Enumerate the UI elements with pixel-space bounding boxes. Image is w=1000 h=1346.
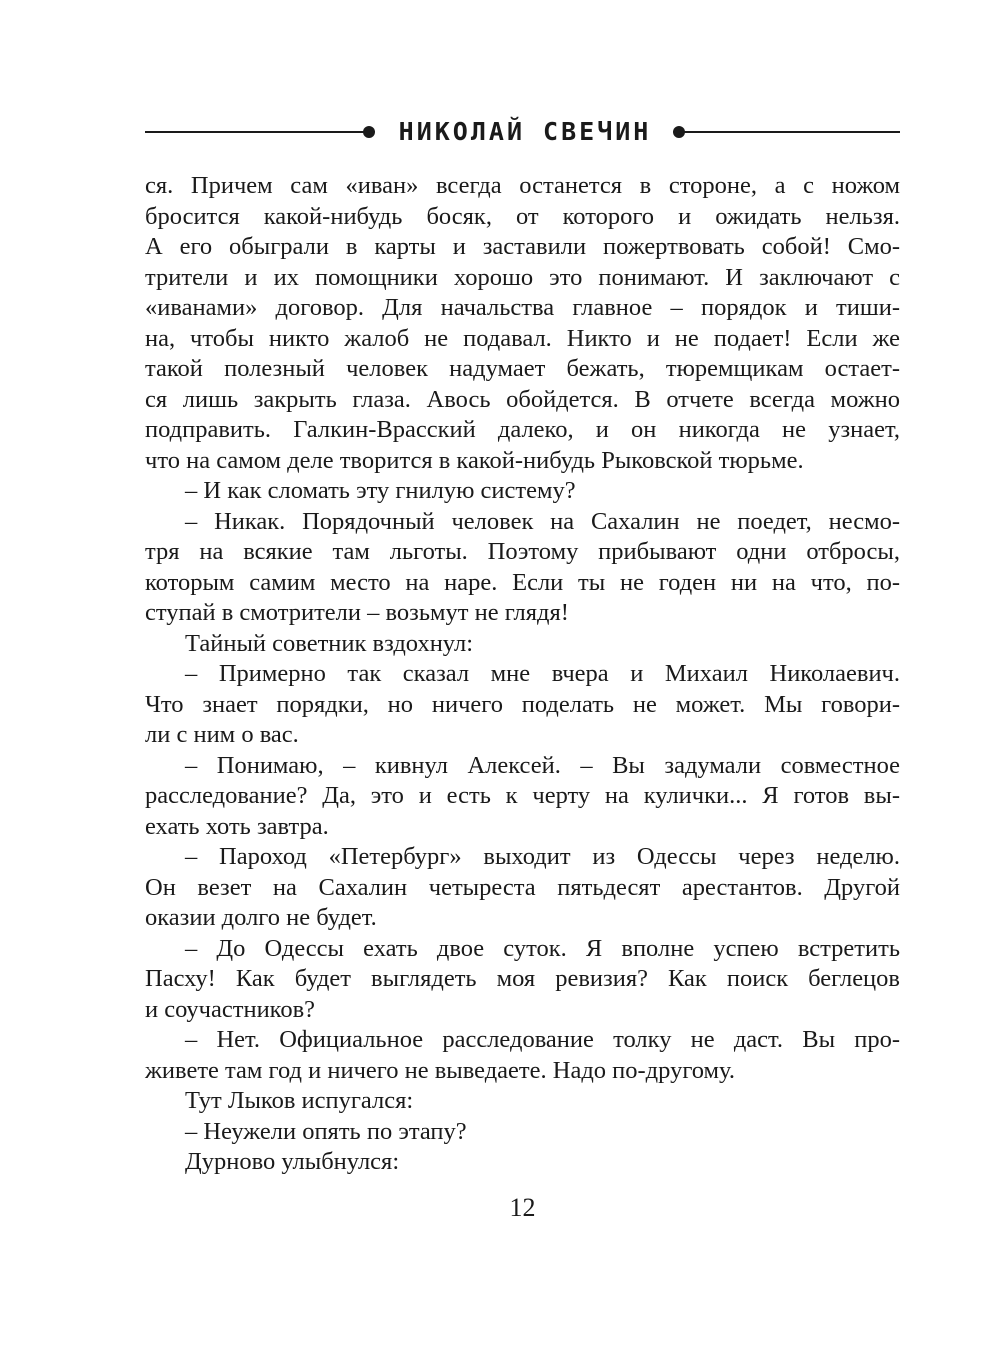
running-header xyxy=(145,112,900,152)
text-line: А его обыграли в карты и заставили пожертвовать собой! Смо- xyxy=(145,233,900,260)
text-line: Пасху! Как будет выглядеть моя ревизия? Как поиск беглецов xyxy=(145,965,900,992)
running-head-author: НИКОЛАЙ СВЕЧИН xyxy=(398,117,652,146)
text-line: ступай в смотрители – возьмут не глядя! xyxy=(145,599,569,626)
text-line: – Неужели опять по этапу? xyxy=(185,1117,467,1145)
text-line: ся. Причем сам «иван» всегда останется в стороне, а с ножом xyxy=(145,172,900,199)
text-line: и соучастников? xyxy=(145,995,316,1023)
text-line: – Пароход «Петербург» выходит из Одессы через неделю. xyxy=(185,843,900,870)
header-rule-left xyxy=(145,131,367,133)
page-number: 12 xyxy=(509,1193,536,1222)
text-line: Дурново улыбнулся: xyxy=(185,1148,400,1175)
text-line: тря на всякие там льготы. Поэтому прибывают одни отбросы, xyxy=(145,538,900,565)
text-line: Тайный советник вздохнул: xyxy=(185,629,474,657)
text-line: ли с ним о вас. xyxy=(145,721,299,748)
text-line: – Примерно так сказал мне вчера и Михаил Николаевич. xyxy=(185,660,900,687)
text-line: ся лишь закрыть глаза. Авось обойдется. В отчете всегда можно xyxy=(145,385,900,413)
text-line: бросится какой-нибудь босяк, от которого и ожидать нельзя. xyxy=(145,202,900,230)
text-line: трители и их помощники хорошо это понимают. И заключают с xyxy=(145,263,900,291)
text-line: Тут Лыков испугался: xyxy=(185,1087,414,1114)
text-line: подправить. Галкин-Врасский далеко, и он никогда не узнает, xyxy=(145,416,900,443)
text-line: оказии долго не будет. xyxy=(145,904,377,931)
text-line: на, чтобы никто жалоб не подавал. Никто и не подает! Если же xyxy=(145,324,900,352)
header-bullet-left xyxy=(363,126,375,138)
text-line: ехать хоть завтра. xyxy=(145,812,329,840)
text-line: – Понимаю, – кивнул Алексей. – Вы задумали совместное xyxy=(185,751,900,779)
text-line: – До Одессы ехать двое суток. Я вполне успею встретить xyxy=(185,934,900,962)
text-line: которым самим место на наре. Если ты не годен ни на что, по- xyxy=(145,568,900,596)
text-line: – И как сломать эту гнилую систему? xyxy=(185,477,576,504)
header-rule-right xyxy=(681,131,900,133)
text-line: Он везет на Сахалин четыреста пятьдесят арестантов. Другой xyxy=(145,873,900,901)
text-line: Что знает порядки, но ничего поделать не может. Мы говори- xyxy=(145,690,900,718)
text-line: «иванами» договор. Для начальства главное – порядок и тиши- xyxy=(145,294,900,321)
text-line: что на самом деле творится в какой-нибудь Рыковской тюрьме. xyxy=(145,446,804,474)
body-text xyxy=(145,171,900,1178)
text-line: такой полезный человек надумает бежать, тюремщикам остает- xyxy=(145,355,900,382)
text-line: – Никак. Порядочный человек на Сахалин не поедет, несмо- xyxy=(185,507,900,535)
text-line: – Нет. Официальное расследование толку не даст. Вы про- xyxy=(185,1026,900,1053)
text-line: расследование? Да, это и есть к черту на кулички... Я готов вы- xyxy=(145,782,900,809)
text-line: живете там год и ничего не выведаете. Надо по-другому. xyxy=(145,1056,735,1084)
